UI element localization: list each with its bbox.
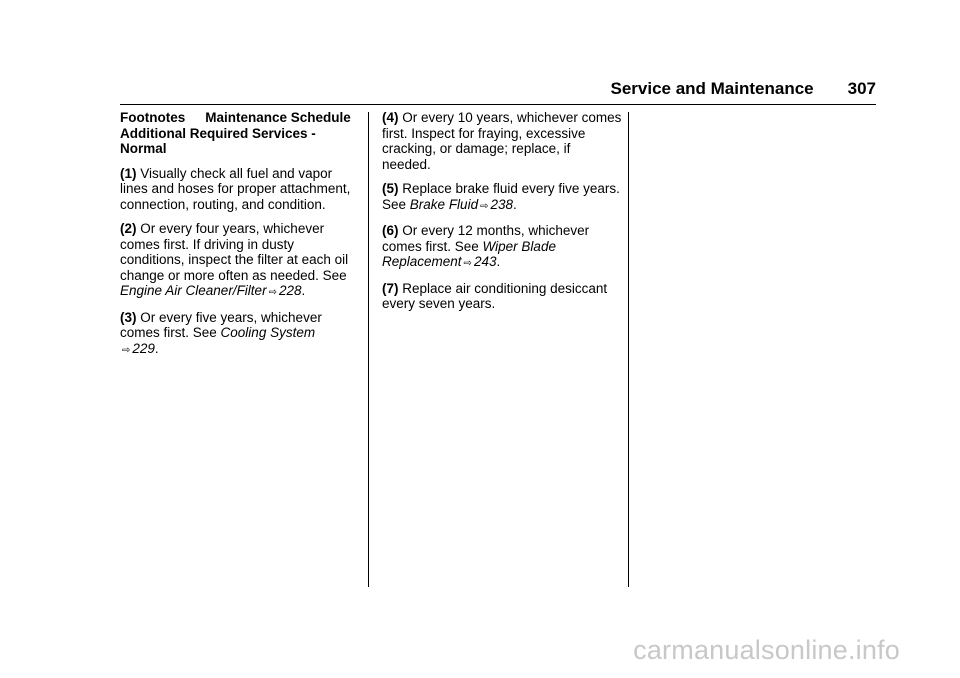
footnote-4	[382, 110, 622, 172]
footnote-1	[120, 166, 360, 213]
footnote-number: (6)	[382, 223, 399, 238]
footnote-text: Replace brake fluid every five years. See	[382, 181, 620, 212]
reference-title: Engine Air Cleaner/Filter	[120, 283, 267, 298]
heading-label: Footnotes	[120, 110, 186, 125]
footnote-6	[382, 223, 622, 272]
watermark: carmanualsonline.info	[633, 635, 900, 665]
right-column	[382, 110, 622, 321]
reference-title: Cooling System	[220, 325, 316, 340]
section-title: Service and Maintenance	[610, 79, 814, 98]
footnote-3	[120, 310, 360, 359]
footnote-2	[120, 221, 360, 301]
page-arrow-icon: ⇨	[463, 258, 472, 269]
header-rule	[120, 104, 876, 105]
reference-title: Brake Fluid	[409, 196, 479, 212]
sentence-end: .	[496, 254, 501, 269]
column-divider-left	[368, 112, 369, 587]
page-arrow-icon: ⇨	[268, 287, 277, 298]
footnote-number: (4)	[382, 110, 399, 125]
reference-page: 228	[278, 283, 302, 298]
reference-page: 238	[490, 196, 513, 212]
footnote-text: Visually check all fuel and vapor lines and hoses for proper attachment, connection, routing, and condition.	[120, 165, 351, 212]
sentence-end: .	[154, 340, 159, 356]
footnote-text: Or every 10 years, whichever comes first. Inspect for fraying, excessive cracking, or damage; replace, if needed.	[382, 110, 622, 172]
footnote-number: (3)	[120, 309, 137, 325]
footnote-number: (1)	[120, 165, 137, 181]
page-arrow-icon: ⇨	[480, 200, 489, 212]
footnotes-heading	[120, 110, 360, 157]
sentence-end: .	[513, 196, 517, 212]
footnote-5	[382, 181, 622, 214]
column-divider-right	[628, 112, 629, 587]
footnote-text: Or every 12 months, whichever comes first. See	[382, 223, 590, 254]
footnote-text: Replace air conditioning desiccant every seven years.	[382, 280, 608, 311]
sentence-end: .	[301, 283, 306, 298]
cross-reference-link[interactable]	[120, 283, 301, 298]
page-header	[0, 79, 876, 99]
heading-title: Maintenance Schedule Additional Required Services - Normal	[120, 110, 351, 156]
page-arrow-icon: ⇨	[122, 344, 131, 356]
reference-title: Wiper Blade Replacement	[382, 238, 556, 269]
footnote-text: Or every four years, whichever comes first. If driving in dusty conditions, inspect the filter at each oil change or more often as needed. See	[120, 221, 349, 283]
footnote-number: (5)	[382, 181, 399, 196]
footnote-7	[382, 281, 622, 312]
reference-page: 243	[473, 254, 497, 269]
footnote-number: (7)	[382, 280, 399, 296]
left-column	[120, 110, 360, 367]
footnote-text: Or every five years, whichever comes first. See	[120, 309, 322, 340]
reference-page: 229	[132, 340, 155, 356]
footnote-number: (2)	[120, 221, 137, 236]
cross-reference-link[interactable]	[410, 197, 513, 212]
page-number: 307	[847, 79, 876, 98]
